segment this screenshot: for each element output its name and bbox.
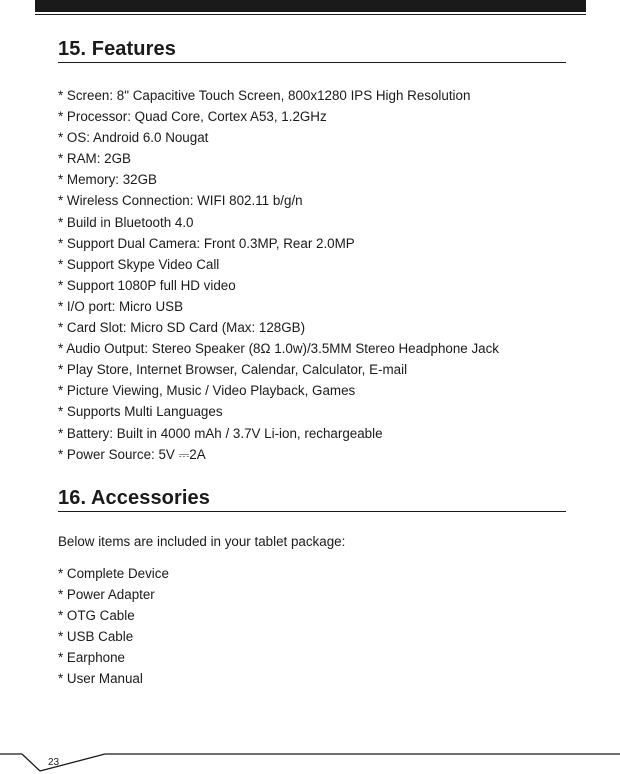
accessories-intro: Below items are included in your tablet package:	[58, 534, 346, 549]
list-item: * Picture Viewing, Music / Video Playback, Games	[58, 383, 356, 399]
list-item: * Earphone	[58, 650, 126, 666]
list-item: * Support Dual Camera: Front 0.3MP, Rear 2.0MP	[58, 235, 355, 251]
list-item: * User Manual	[58, 671, 143, 687]
header-rule	[35, 0, 586, 12]
list-item: * RAM: 2GB	[58, 151, 131, 167]
list-item: * Play Store, Internet Browser, Calendar, Calculator, E-mail	[58, 362, 408, 378]
features-list	[58, 85, 566, 465]
list-item: * Audio Output: Stereo Speaker (8Ω 1.0w)/3.5MM Stereo Headphone Jack	[58, 341, 499, 357]
list-item: * Wireless Connection: WIFI 802.11 b/g/n	[58, 193, 303, 209]
accessories-list	[58, 563, 566, 690]
list-item: * Card Slot: Micro SD Card (Max: 128GB)	[58, 320, 306, 336]
list-item: * OS: Android 6.0 Nougat	[58, 130, 209, 146]
list-item: * Support Skype Video Call	[58, 256, 220, 272]
features-heading: 15. Features	[58, 37, 566, 63]
list-item: * Support 1080P full HD video	[58, 277, 236, 293]
features-section	[58, 37, 566, 465]
list-item: * Battery: Built in 4000 mAh / 3.7V Li-ion, rechargeable	[58, 425, 383, 441]
footer-decoration	[0, 734, 620, 774]
list-item: * USB Cable	[58, 629, 134, 645]
accessories-heading: 16. Accessories	[58, 486, 566, 512]
list-item: * Screen: 8" Capacitive Touch Screen, 800x1280 IPS High Resolution	[58, 88, 471, 103]
list-item: * Power Adapter	[58, 587, 155, 603]
list-item: * OTG Cable	[58, 608, 135, 624]
list-item: * Memory: 32GB	[58, 172, 157, 188]
list-item: * Processor: Quad Core, Cortex A53, 1.2GHz	[58, 109, 327, 125]
list-item: * Supports Multi Languages	[58, 404, 223, 420]
accessories-section	[58, 486, 566, 690]
list-item: * Power Source: 5V ⎓2A	[58, 446, 206, 462]
list-item: * Build in Bluetooth 4.0	[58, 214, 194, 230]
list-item: * Complete Device	[58, 566, 169, 581]
page-number: 23	[48, 757, 60, 768]
list-item: * I/O port: Micro USB	[58, 298, 184, 314]
